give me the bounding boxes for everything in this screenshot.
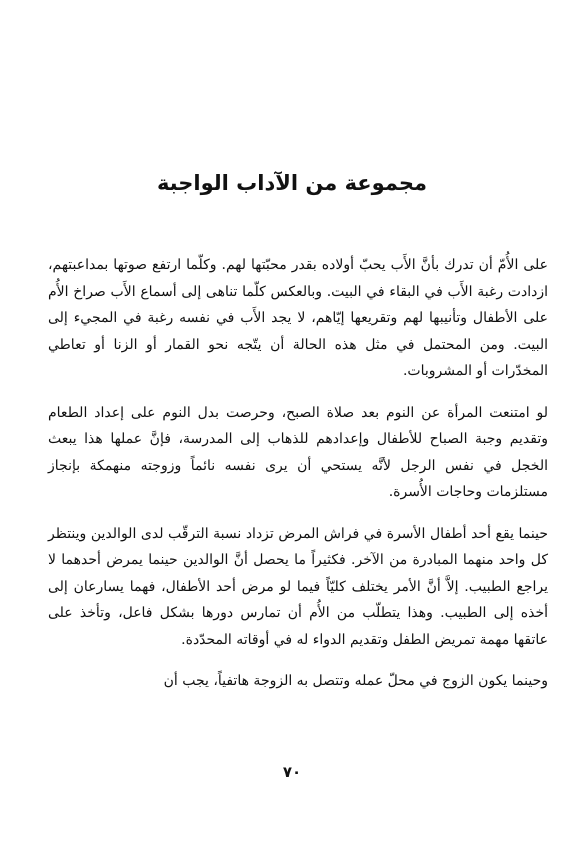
paragraph: لو امتنعت المرأة عن النوم بعد صلاة الصبح، وحرصت بدل النوم على إعداد الطعام وتقديم وجبة الصباح للأطفال وإعدادهم للذهاب إلى المدرسة، فإنَّ عملها هذا يبعث الخجل في نفس الرجل لأنَّه يستحي أن يرى نفسه نائماً وزوجته منهمكة بإنجاز مستلزمات وحاجات الأُسرة. <box>48 404 548 500</box>
paragraph: وحينما يكون الزوج في محلّ عمله وتتصل به الزوجة هاتفياً، يجب أن <box>163 673 548 689</box>
paragraph: حينما يقع أحد أطفال الأسرة في فراش المرض تزداد نسبة الترقّب لدى الوالدين وينتظر كل واحد منهما المبادرة من الآخر. فكثيراً ما يحصل أنَّ الوالدين حينما يمرض أحدهما لا يراجع الطبيب. إلاَّ أنَّ الأمر يختلف كليّاً فيما لو مرض أحد الأطفال، فهما يسارعان إلى أخذه إلى الطبيب. وهذا يتطلّب من الأُم أن تمارس دورها بشكل فاعل، وتأخذ على عاتقها مهمة تمريض الطفل وتقديم الدواء له في أوقاته المحدّدة. <box>48 525 548 648</box>
page-title: مجموعة من الآداب الواجبة <box>156 171 428 195</box>
page-number: ٧٠ <box>282 763 302 781</box>
paragraph: على الأُمّ أن تدرك بأنَّ الأَب يحبّ أولاده بقدر محبّتها لهم. وكلّما ارتفع صوتها بمداعبتهم، ازدادت رغبة الأَب في البقاء في البيت. وبالعكس كلّما تناهى إلى أسماع الأَب صراخ الأُم على الأطفال وتأنيبها لهم وتقريعها إيّاهم، لا يجد الأَب في نفسه رغبة في المجيء إلى البيت. ومن المحتمل في مثل هذه الحالة أن يتّجه نحو القمار أو الزنا أو تعاطي المخدّرات أو المشروبات. <box>48 257 549 379</box>
body-text <box>48 252 548 710</box>
